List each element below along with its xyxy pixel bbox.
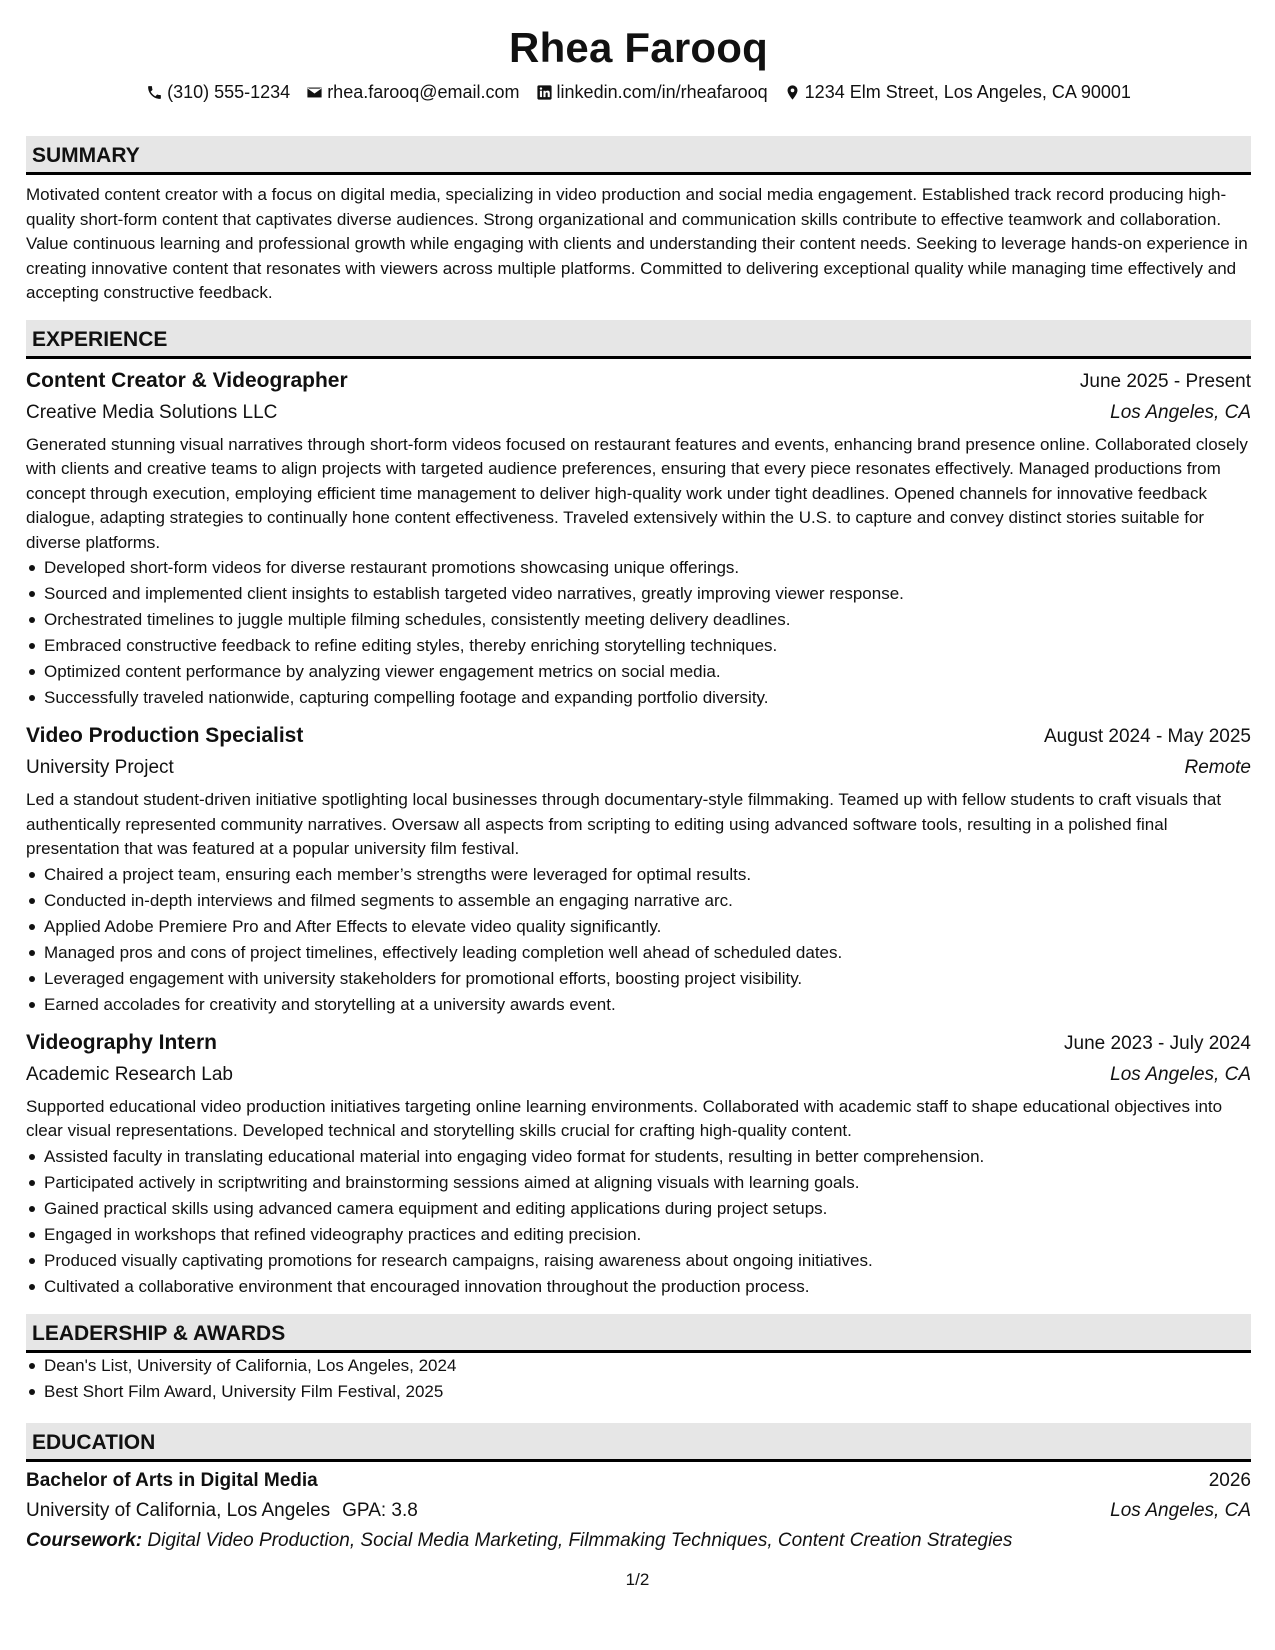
- page-number: 1/2: [625, 1570, 650, 1589]
- candidate-name: Rhea Farooq: [509, 24, 768, 71]
- awards-list: [26, 1353, 1251, 1405]
- job-bullets: [26, 862, 1251, 1018]
- summary-text: Motivated content creator with a focus on digital media, specializing in video production and social media engagement. Established track record producing high-quality short-form content that captivates diverse audiences. Strong organizational and communication skills contribute to effective teamwork and collaboration. Value continuous learning and professional growth while engaging with clients and understanding their content needs. Seeking to leverage hands-on experience in creating innovative content that resonates with viewers across multiple platforms. Committed to delivering exceptional quality while managing time effectively and accepting constructive feedback.: [26, 185, 1248, 302]
- list-item: Assisted faculty in translating educational material into engaging video format for students, resulting in better comprehension.: [26, 1144, 1251, 1170]
- job-bullets: [26, 1144, 1251, 1300]
- job-dates: August 2024 - May 2025: [1043, 726, 1251, 747]
- list-item: Leveraged engagement with university stakeholders for promotional efforts, boosting project visibility.: [26, 966, 1251, 992]
- linkedin-icon: [536, 84, 553, 101]
- list-item: Sourced and implemented client insights to establish targeted video narratives, greatly improving viewer response.: [26, 581, 1251, 607]
- job-dates: June 2023 - July 2024: [1064, 1032, 1251, 1054]
- job-location: Los Angeles, CA: [1110, 1063, 1251, 1085]
- resume-page: [26, 22, 1251, 1556]
- job-organization: University Project: [26, 757, 174, 778]
- list-item: Best Short Film Award, University Film Festival, 2025: [26, 1379, 1251, 1405]
- job-organization: Creative Media Solutions LLC: [26, 401, 278, 423]
- job-organization: Academic Research Lab: [26, 1063, 233, 1085]
- list-item: Managed pros and cons of project timelines, effectively leading completion well ahead of scheduled dates.: [26, 940, 1251, 966]
- list-item: Successfully traveled nationwide, capturing compelling footage and expanding portfolio diversity.: [26, 685, 1251, 711]
- experience-heading: EXPERIENCE: [26, 320, 1251, 359]
- list-item: Engaged in workshops that refined videography practices and editing precision.: [26, 1222, 1251, 1248]
- leadership-heading: LEADERSHIP & AWARDS: [26, 1314, 1251, 1353]
- list-item: Gained practical skills using advanced camera equipment and editing applications during project setups.: [26, 1196, 1251, 1222]
- job-title: Videography Intern: [26, 1030, 217, 1054]
- list-item: Cultivated a collaborative environment that encouraged innovation throughout the production process.: [26, 1274, 1251, 1300]
- education-heading: EDUCATION: [26, 1423, 1251, 1462]
- list-item: Optimized content performance by analyzing viewer engagement metrics on social media.: [26, 659, 1251, 685]
- list-item: Orchestrated timelines to juggle multiple filming schedules, consistently meeting delivery deadlines.: [26, 607, 1251, 633]
- job-bullets: [26, 555, 1251, 711]
- degree-title: Bachelor of Arts in Digital Media: [26, 1469, 318, 1491]
- contact-address: [784, 80, 1131, 104]
- job-description: Generated stunning visual narratives through short-form videos focused on restaurant features and events, enhancing brand presence online. Collaborated closely with clients and creative teams to align projects with targeted audience preferences, ensuring that every piece resonates effectively. Managed productions from concept through execution, employing efficient time management to deliver high-quality work under tight deadlines. Opened channels for innovative feedback dialogue, adapting strategies to continually hone content effectiveness. Traveled extensively within the U.S. to capture and convey distinct stories suitable for diverse platforms.: [26, 434, 1248, 552]
- phone-icon: [146, 84, 163, 101]
- envelope-icon: [306, 84, 323, 101]
- summary-heading: SUMMARY: [26, 136, 1251, 175]
- job-entry: [26, 1027, 1251, 1300]
- list-item: Conducted in-depth interviews and filmed segments to assemble an engaging narrative arc.: [26, 888, 1251, 914]
- contact-bar: [26, 80, 1251, 104]
- education-entry: [26, 1466, 1251, 1556]
- job-location: Remote: [1184, 757, 1251, 778]
- job-title: Video Production Specialist: [26, 724, 304, 747]
- contact-linkedin[interactable]: [536, 80, 768, 104]
- contact-email[interactable]: [306, 80, 519, 104]
- list-item: Produced visually captivating promotions for research campaigns, raising awareness about ongoing initiatives.: [26, 1248, 1251, 1274]
- contact-phone: [146, 80, 290, 104]
- list-item: Embraced constructive feedback to refine editing styles, thereby enriching storytelling techniques.: [26, 633, 1251, 659]
- email-text[interactable]: rhea.farooq@email.com: [327, 82, 520, 102]
- school-line: [26, 1496, 418, 1526]
- job-description: Led a standout student-driven initiative spotlighting local businesses through documentary-style filmmaking. Teamed up with fellow students to craft visuals that authentically represented community narratives. Oversaw all aspects from scripting to editing using advanced software tools, resulting in a polished final presentation that was featured at a popular university film festival.: [26, 790, 1222, 858]
- graduation-year: 2026: [1208, 1469, 1251, 1491]
- map-pin-icon: [784, 84, 801, 101]
- job-dates: June 2025 - Present: [1079, 370, 1251, 392]
- list-item: Dean's List, University of California, Los Angeles, 2024: [26, 1353, 1251, 1379]
- job-title: Content Creator & Videographer: [26, 368, 348, 392]
- job-description: Supported educational video production initiatives targeting online learning environments. Collaborated with academic staff to shape educational objectives into clear visual representations. Developed technical and storytelling skills crucial for crafting high-quality content.: [26, 1096, 1223, 1140]
- list-item: Participated actively in scriptwriting and brainstorming sessions aimed at aligning visuals with learning goals.: [26, 1170, 1251, 1196]
- job-entry: [26, 365, 1251, 712]
- job-entry: [26, 720, 1251, 1018]
- list-item: Developed short-form videos for diverse restaurant promotions showcasing unique offerings.: [26, 555, 1251, 581]
- phone-text: (310) 555-1234: [167, 82, 291, 102]
- coursework-label: Coursework:: [26, 1529, 143, 1551]
- gpa-value: GPA: 3.8: [342, 1499, 418, 1521]
- list-item: Applied Adobe Premiere Pro and After Effects to elevate video quality significantly.: [26, 914, 1251, 940]
- coursework-line: [26, 1526, 1251, 1556]
- job-location: Los Angeles, CA: [1110, 401, 1251, 423]
- school-name: University of California, Los Angeles: [26, 1499, 331, 1521]
- list-item: Earned accolades for creativity and storytelling at a university awards event.: [26, 992, 1251, 1018]
- coursework-text: Digital Video Production, Social Media Marketing, Filmmaking Techniques, Content Creation Strategies: [147, 1529, 1013, 1551]
- address-text: 1234 Elm Street, Los Angeles, CA 90001: [804, 82, 1131, 102]
- list-item: Chaired a project team, ensuring each member’s strengths were leveraged for optimal results.: [26, 862, 1251, 888]
- school-location: Los Angeles, CA: [1110, 1499, 1251, 1521]
- linkedin-text[interactable]: linkedin.com/in/rheafarooq: [556, 82, 768, 102]
